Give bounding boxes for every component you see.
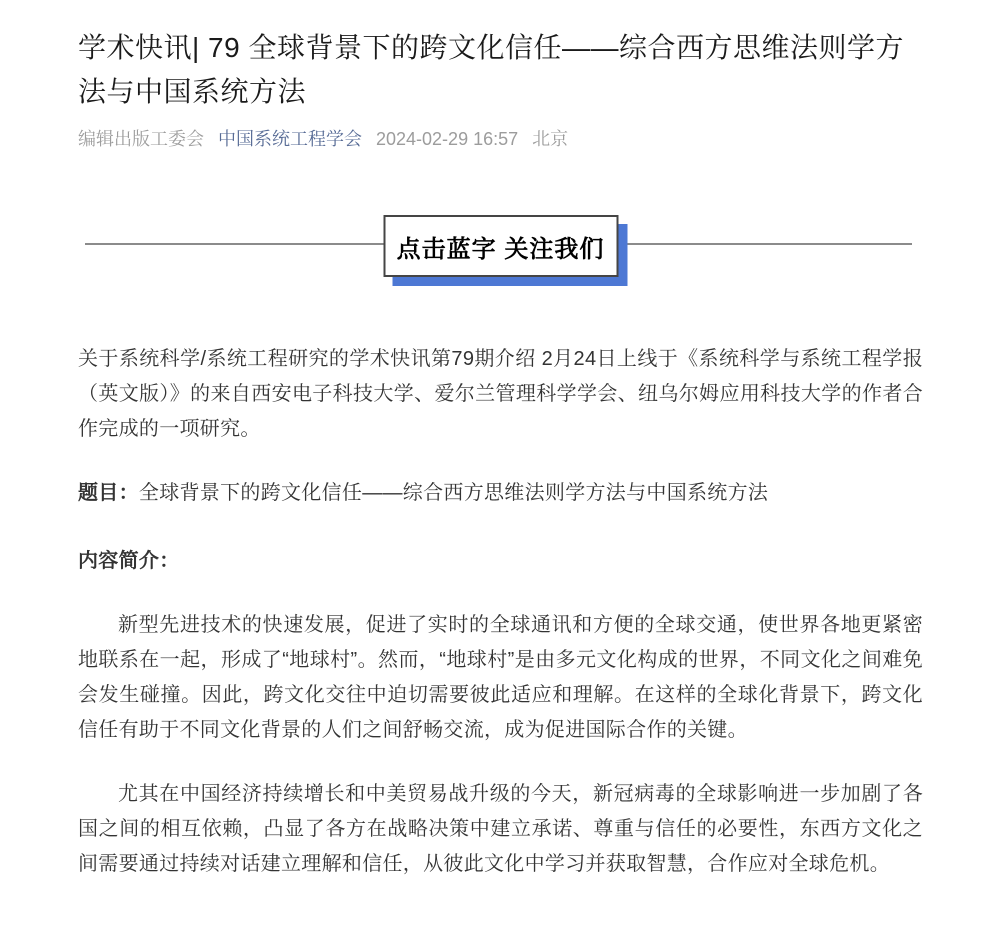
meta-location: 北京 (532, 129, 569, 149)
paragraph-abstract-2: 尤其在中国经济持续增长和中美贸易战升级的今天，新冠病毒的全球影响进一步加剧了各国之间的相互依赖，凸显了各方在战略决策中建立承诺、尊重与信任的必要性，东西方文化之间需要通过持续对话建立理解和信任，从彼此文化中学习并获取智慧，合作应对全球危机。 (78, 783, 923, 875)
meta-account-link[interactable]: 中国系统工程学会 (218, 129, 362, 149)
meta-author: 编辑出版工委会 (78, 129, 204, 149)
follow-button[interactable]: 点击蓝字 关注我们 (383, 215, 618, 277)
paragraph-topic (78, 476, 923, 511)
meta-datetime: 2024-02-29 16:57 (376, 129, 519, 149)
topic-label: 题目： (78, 482, 139, 504)
follow-banner (78, 215, 923, 286)
section-label-abstract: 内容简介： (78, 550, 180, 572)
paragraph-abstract-1: 新型先进技术的快速发展，促进了实时的全球通讯和方便的全球交通，使世界各地更紧密地联系在一起，形成了“地球村”。然而，“地球村”是由多元文化构成的世界，不同文化之间难免会发生碰撞。因此，跨文化交往中迫切需要彼此适应和理解。在这样的全球化背景下，跨文化信任有助于不同文化背景的人们之间舒畅交流，成为促进国际合作的关键。 (78, 614, 923, 741)
article-title: 学术快讯| 79 全球背景下的跨文化信任——综合西方思维法则学方法与中国系统方法 (78, 32, 904, 107)
article-meta (78, 127, 923, 151)
paragraph-intro: 关于系统科学/系统工程研究的学术快讯第79期介绍 2月24日上线于《系统科学与系统工程学报（英文版）》的来自西安电子科技大学、爱尔兰管理科学学会、纽乌尔姆应用科技大学的作者合作完成的一项研究。 (78, 348, 923, 440)
topic-text: 全球背景下的跨文化信任——综合西方思维法则学方法与中国系统方法 (138, 482, 769, 504)
